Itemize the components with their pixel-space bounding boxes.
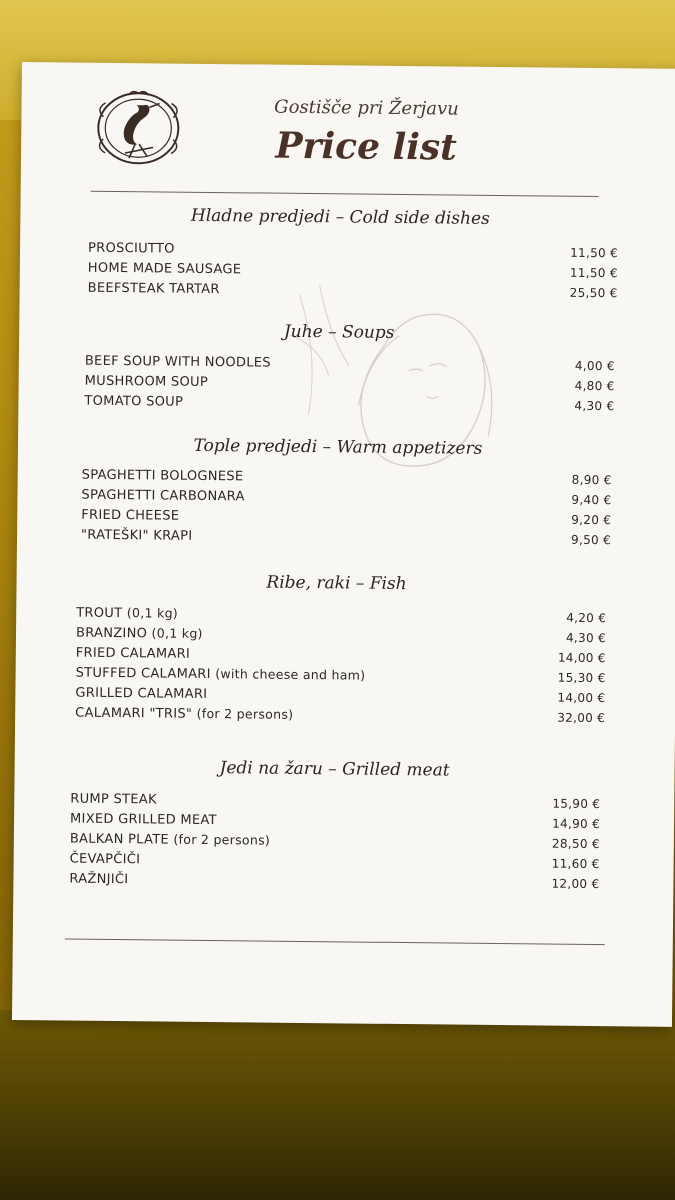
item-name: TOMATO SOUP	[84, 393, 184, 410]
item-name: ČEVAPČIČI	[69, 851, 141, 867]
item-price: 9,20 €	[571, 512, 612, 528]
item-note: (for 2 persons)	[196, 705, 294, 722]
crane-logo-icon	[91, 87, 186, 170]
item-name: RUMP STEAK	[70, 791, 157, 807]
section-title-warm-appetizers: Tople predjedi – Warm appetizers	[193, 435, 483, 459]
section-title-grilled-meat: Jedi na žaru – Grilled meat	[219, 758, 450, 781]
item-price: 14,90 €	[552, 816, 601, 832]
item-name: SPAGHETTI BOLOGNESE	[81, 467, 244, 484]
section-fish	[75, 603, 606, 729]
item-name: BEEF SOUP WITH NOODLES	[84, 353, 271, 371]
item-price: 14,00 €	[557, 690, 606, 706]
item-name: TROUT	[76, 605, 123, 622]
menu-item	[81, 525, 611, 551]
item-note: (for 2 persons)	[173, 831, 271, 848]
item-name: MIXED GRILLED MEAT	[70, 811, 217, 828]
item-note: (with cheese and ham)	[215, 666, 366, 683]
menu-card	[12, 62, 675, 1027]
item-name: MUSHROOM SOUP	[84, 373, 209, 390]
section-grilled-meat	[69, 789, 600, 895]
item-price: 14,00 €	[557, 650, 606, 666]
menu-item	[84, 391, 614, 417]
item-price: 9,50 €	[570, 532, 612, 548]
item-price: 4,80 €	[574, 378, 615, 394]
item-name: FRIED CHEESE	[81, 507, 180, 524]
item-price: 11,50 €	[570, 245, 619, 261]
item-price: 15,30 €	[557, 670, 606, 686]
item-name: SPAGHETTI CARBONARA	[81, 487, 245, 504]
item-name: FRIED CALAMARI	[75, 645, 191, 662]
item-price: 8,90 €	[571, 472, 612, 488]
item-price: 32,00 €	[557, 710, 606, 726]
section-cold-side-dishes	[88, 238, 619, 304]
menu-item	[75, 703, 605, 729]
item-name: STUFFED CALAMARI	[75, 665, 211, 683]
item-price: 4,30 €	[565, 630, 607, 646]
item-note: (0,1 kg)	[151, 625, 203, 641]
item-price: 25,50 €	[569, 285, 618, 301]
item-price: 4,20 €	[566, 610, 607, 626]
item-price: 4,00 €	[574, 358, 615, 374]
restaurant-name: Gostišče pri Žerjavu	[274, 96, 459, 120]
item-name: BEEFSTEAK TARTAR	[87, 280, 220, 297]
item-name: BRANZINO	[75, 625, 148, 642]
item-price: 28,50 €	[551, 836, 600, 852]
item-name: HOME MADE SAUSAGE	[87, 260, 242, 277]
item-name: "RATEŠKI" KRAPI	[80, 527, 193, 544]
item-price: 9,40 €	[571, 492, 612, 508]
item-price: 12,00 €	[551, 876, 600, 892]
item-note: (0,1 kg)	[126, 605, 179, 621]
section-title-fish: Ribe, raki – Fish	[266, 572, 407, 595]
page-title: Price list	[275, 124, 458, 169]
item-price: 11,50 €	[569, 265, 618, 281]
item-price: 4,30 €	[574, 398, 615, 414]
item-name: PROSCIUTTO	[87, 240, 175, 257]
menu-item	[88, 278, 618, 304]
section-warm-appetizers	[81, 465, 612, 551]
item-name: GRILLED CALAMARI	[75, 685, 208, 702]
section-title-cold-side-dishes: Hladne predjedi – Cold side dishes	[190, 205, 490, 229]
menu-item	[69, 869, 599, 895]
item-name: RAŽNJIČI	[69, 871, 129, 887]
top-divider	[91, 191, 599, 197]
item-name: CALAMARI "TRIS"	[75, 705, 193, 722]
item-price: 15,90 €	[552, 796, 601, 812]
section-title-soups: Juhe – Soups	[283, 321, 395, 343]
tablecloth-bottom	[0, 1010, 675, 1200]
item-name: BALKAN PLATE	[69, 831, 170, 848]
bottom-divider	[65, 938, 605, 945]
section-soups	[84, 351, 615, 417]
item-price: 11,60 €	[551, 856, 600, 872]
